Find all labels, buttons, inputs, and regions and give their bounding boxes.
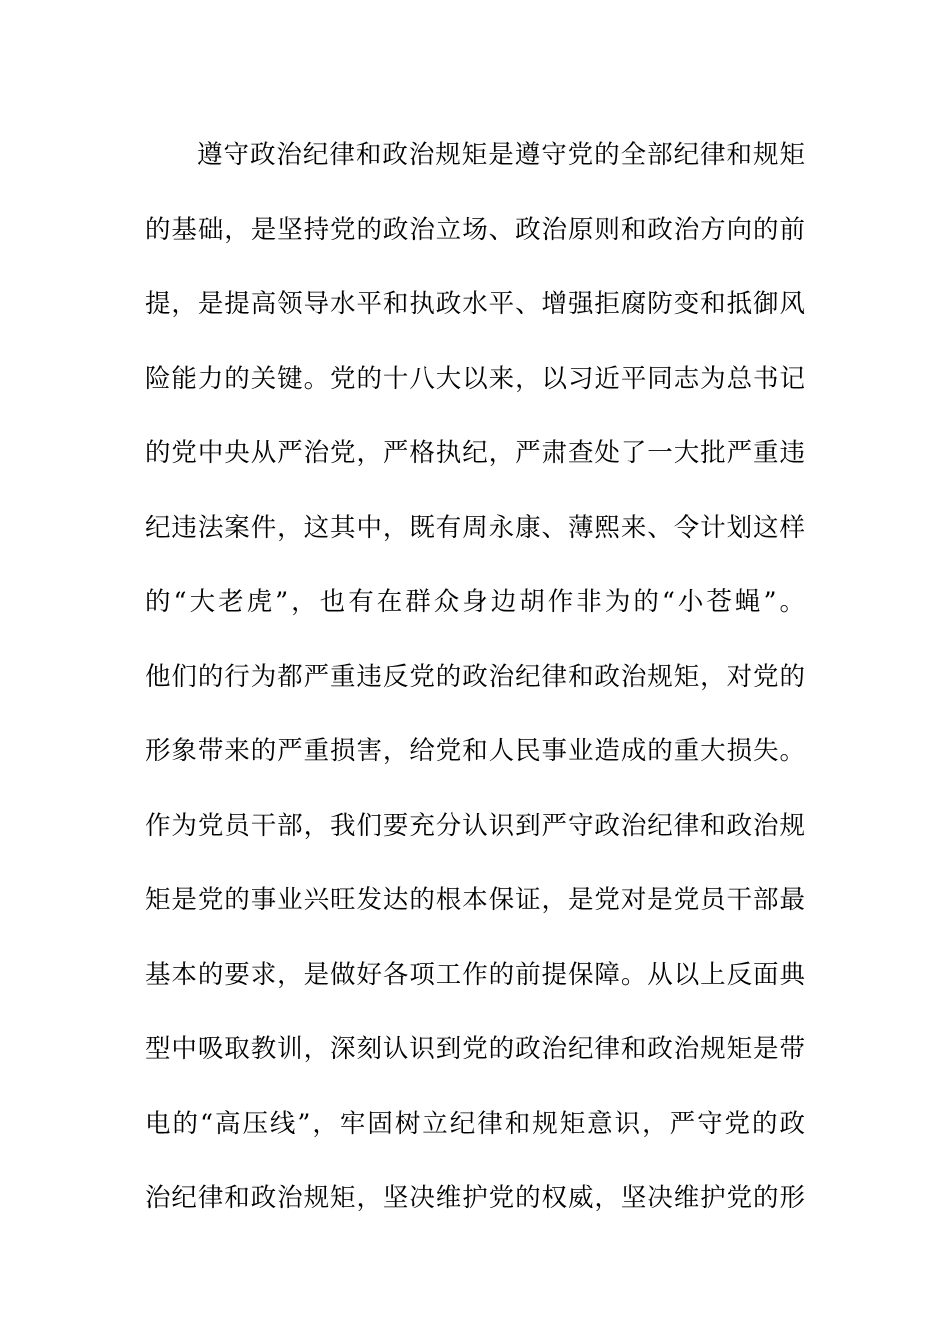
paragraph-line: 纪违法案件，这其中，既有周永康、薄熙来、令计划这样 bbox=[145, 512, 805, 543]
paragraph-line: 的党中央从严治党，严格执纪，严肃查处了一大批严重违 bbox=[145, 438, 805, 468]
paragraph-line: 提，是提高领导水平和执政水平、增强拒腐防变和抵御风 bbox=[145, 289, 805, 319]
body-paragraph bbox=[145, 126, 805, 1244]
paragraph-line: 电的“高压线”，牢固树立纪律和规矩意识，严守党的政 bbox=[145, 1108, 805, 1139]
paragraph-line: 的“大老虎”，也有在群众身边胡作非为的“小苍蝇”。 bbox=[145, 587, 805, 617]
paragraph-line: 型中吸取教训，深刻认识到党的政治纪律和政治规矩是带 bbox=[145, 1034, 805, 1064]
paragraph-line: 基本的要求，是做好各项工作的前提保障。从以上反面典 bbox=[145, 959, 805, 990]
paragraph-line: 遵守政治纪律和政治规矩是遵守党的全部纪律和规矩 bbox=[197, 140, 805, 170]
paragraph-line: 的基础，是坚持党的政治立场、政治原则和政治方向的前 bbox=[145, 214, 805, 245]
paragraph-line: 作为党员干部，我们要充分认识到严守政治纪律和政治规 bbox=[145, 810, 805, 841]
paragraph-line: 治纪律和政治规矩，坚决维护党的权威，坚决维护党的形 bbox=[145, 1183, 805, 1213]
paragraph-line: 险能力的关键。党的十八大以来，以习近平同志为总书记 bbox=[145, 363, 805, 394]
paragraph-line: 他们的行为都严重违反党的政治纪律和政治规矩，对党的 bbox=[145, 661, 805, 692]
paragraph-line: 形象带来的严重损害，给党和人民事业造成的重大损失。 bbox=[145, 736, 805, 766]
paragraph-line: 矩是党的事业兴旺发达的根本保证，是党对是党员干部最 bbox=[145, 885, 805, 915]
